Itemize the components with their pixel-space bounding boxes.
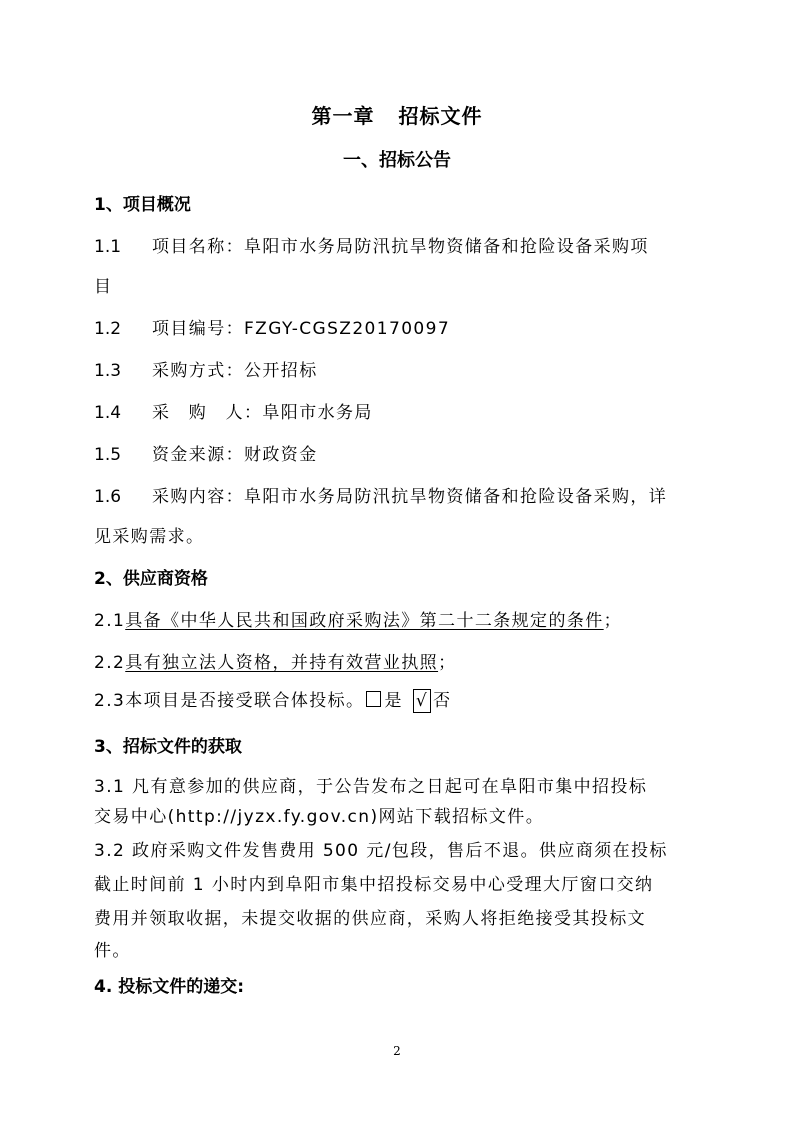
item-1-6: 1.6 采购内容：阜阳市水务局防汛抗旱物资储备和抢险设备采购，详 [94,487,668,507]
unchecked-box-icon [366,691,381,707]
paragraph-line: 3.2 政府采购文件发售费用 500 元/包段，售后不退。供应商须在投标 [94,841,668,861]
section-4-heading: 4. 投标文件的递交: [94,977,245,997]
page-number: 2 [393,1044,401,1058]
paragraph-line: 3.1 凡有意参加的供应商，于公告发布之日起可在阜阳市集中招投标 [94,777,648,797]
paragraph-line: 费用并领取收据，未提交收据的供应商，采购人将拒绝接受其投标文 [94,909,646,929]
paragraph-line: 截止时间前 1 小时内到阜阳市集中招投标交易中心受理大厅窗口交纳 [94,875,654,895]
chapter-name: 招标文件 [398,104,483,128]
item-1-6-continued: 见采购需求。 [94,527,205,547]
paragraph-line: 交易中心(http://jyzx.fy.gov.cn)网站下载招标文件。 [94,807,545,827]
checkmark-box [413,689,431,713]
item-1-1-continued: 目 [94,277,113,297]
chapter-number: 第一章 [311,104,375,128]
paragraph-line: 件。 [94,941,131,961]
item-1-2: 1.2 项目编号：FZGY-CGSZ20170097 [94,319,451,339]
checkmark-icon: √ [415,691,429,711]
item-2-1: 2.1具备《中华人民共和国政府采购法》第二十二条规定的条件； [94,611,623,631]
item-1-4: 1.4 采 购 人：阜阳市水务局 [94,403,373,423]
item-2-2: 2.2具有独立法人资格，并持有效营业执照； [94,653,457,673]
item-1-5: 1.5 资金来源：财政资金 [94,445,318,465]
section-1-heading: 1、项目概况 [94,195,191,215]
section-2-heading: 2、供应商资格 [94,569,208,589]
chapter-title [0,100,794,129]
section-title: 一、招标公告 [343,150,451,171]
section-3-heading: 3、招标文件的获取 [94,737,242,757]
item-1-3: 1.3 采购方式：公开招标 [94,361,318,381]
item-1-1: 1.1 项目名称：阜阳市水务局防汛抗旱物资储备和抢险设备采购项 [94,237,649,257]
item-2-3: 2.3本项目是否接受联合体投标。 是 √ 否 [94,691,452,711]
